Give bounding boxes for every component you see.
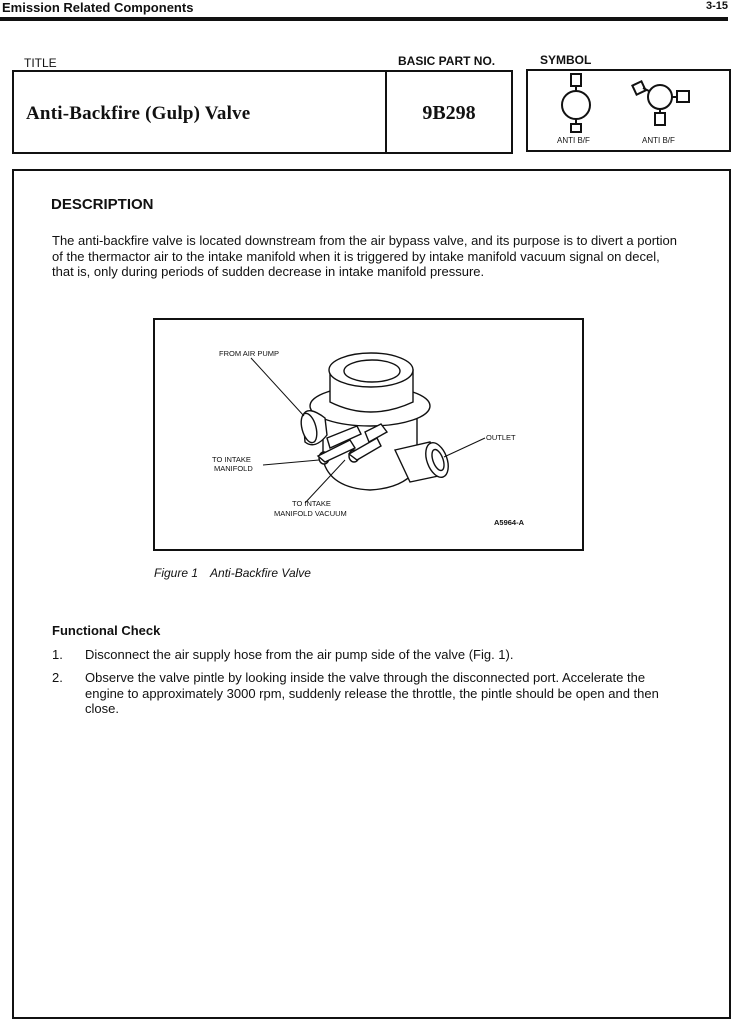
callout-intake-1: TO INTAKE [212,455,251,464]
step-1-text: Disconnect the air supply hose from the air pump side of the valve (Fig. 1). [85,647,514,662]
content-box [12,169,731,1019]
anti-backfire-valve-symbol-icon [527,70,730,136]
callout-vacuum-2: MANIFOLD VACUUM [274,509,347,518]
description-heading: DESCRIPTION [51,196,154,213]
title-label: TITLE [24,56,57,70]
step-1-number: 1. [52,647,63,662]
figure-caption [154,566,323,580]
figure-title: Anti-Backfire Valve [210,566,311,580]
page-number: 3-15 [705,0,728,12]
functional-check-heading: Functional Check [52,623,161,638]
callout-from-air-pump: FROM AIR PUMP [219,349,280,358]
callout-vacuum-1: TO INTAKE [292,499,331,508]
section-title: Emission Related Components [2,0,194,15]
anti-backfire-valve-symbol-alt-icon [632,81,689,125]
description-body: The anti-backfire valve is located downstream from the air bypass valve, and its purpose is to divert a portion of the thermactor air to the intake manifold when it is triggered by intake manifold vacuum signal on decel, that is, only during periods of sudden decrease in intake manifold pressure. [52,233,678,279]
figure-number: Figure 1 [154,566,199,580]
step-2-text: Observe the valve pintle by looking inside the valve through the disconnected port. Accelerate the engine to approximately 3000 rpm, suddenly release the throttle, the pintle should be open and then close. [85,670,659,716]
figure-code: A5964-A [494,518,525,527]
callout-intake-2: MANIFOLD [214,464,253,473]
anti-backfire-valve-illustration [155,320,582,549]
basic-part-label: BASIC PART NO. [398,54,496,68]
symbol-caption-2: ANTI B/F [642,136,675,145]
step-2-number: 2. [52,670,63,685]
part-number: 9B298 [422,102,476,124]
symbol-label: SYMBOL [540,53,592,67]
callout-outlet: OUTLET [486,433,516,442]
header-rule [0,17,728,21]
symbol-caption-1: ANTI B/F [557,136,590,145]
component-title: Anti-Backfire (Gulp) Valve [26,103,251,124]
